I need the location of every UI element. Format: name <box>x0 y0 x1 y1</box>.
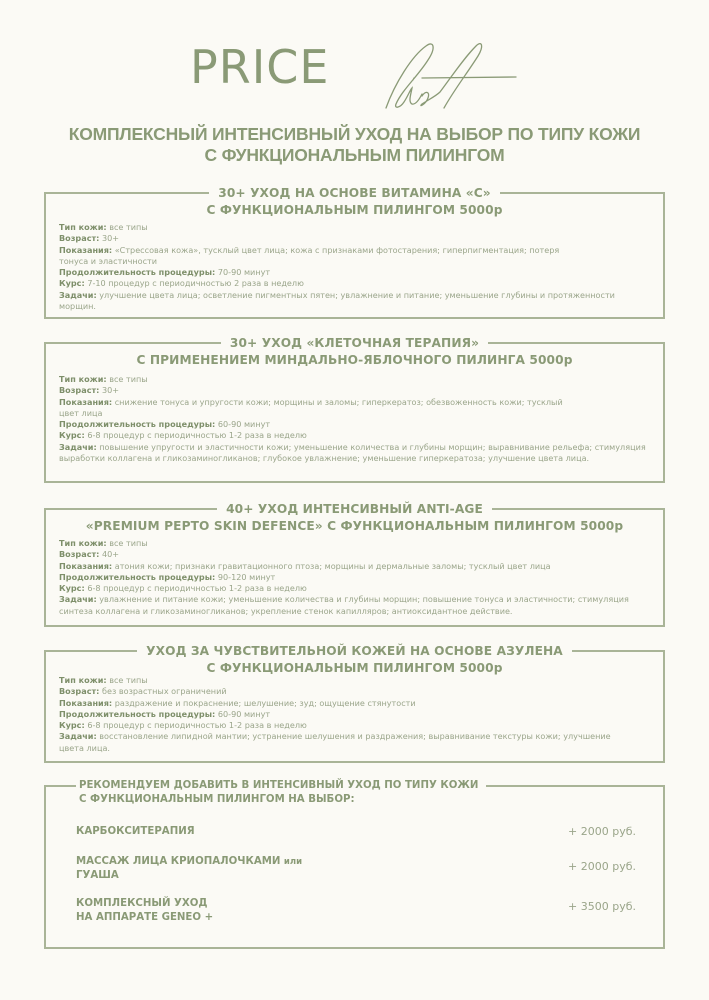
addon-name: КАРБОКСИТЕРАПИЯ <box>76 826 195 837</box>
page-title <box>0 124 709 166</box>
service-details <box>59 538 653 617</box>
detail-age: Возраст: 40+ <box>59 549 120 560</box>
detail-indications: Показания: раздражение и покраснение; шелушение; зуд; ощущение стянутости <box>59 697 416 708</box>
page-title-line-1: КОМПЛЕКСНЫЙ ИНТЕНСИВНЫЙ УХОД НА ВЫБОР ПО ТИПУ КОЖИ <box>68 124 641 144</box>
service-title-line-1: УХОД ЗА ЧУВСТВИТЕЛЬНОЙ КОЖЕЙ НА ОСНОВЕ АЗУЛЕНА <box>137 643 572 660</box>
detail-skin-type: Тип кожи: все типы <box>59 374 148 384</box>
detail-tasks: Задачи: повышение упругости и эластичности кожи; уменьшение количества и глубины морщин; выравнивание рельефа; стимуляция выработки коллагена и гликозаминогликанов; глубокое увлажнение; уменьшение гиперкератоза; улучшение цвета лица. <box>59 441 646 464</box>
detail-age: Возраст: 30+ <box>59 385 120 396</box>
detail-duration: Продолжительность процедуры: 90-120 минут <box>59 571 276 582</box>
service-details <box>59 222 653 312</box>
service-title-line-2: «PREMIUM PEPTO SKIN DEFENCE» С ФУНКЦИОНАЛЬНЫМ ПИЛИНГОМ 5000р <box>85 519 624 533</box>
detail-tasks: Задачи: увлажнение и питание кожи; уменьшение количества и глубины морщин; повышение тонуса и эластичности; стимуляция синтеза коллагена и гликозаминогликанов; укрепление стенок капилляров; антиоксидантное действие. <box>59 594 629 616</box>
detail-age: Возраст: 30+ <box>59 233 120 244</box>
recommend-title-line-1: РЕКОМЕНДУЕМ ДОБАВИТЬ В ИНТЕНСИВНЫЙ УХОД ПО ТИПУ КОЖИ <box>76 779 486 793</box>
addon-price: + 2000 руб. <box>568 860 636 873</box>
detail-course: Курс: 6-8 процедур с периодичностью 1-2 раза в неделю <box>59 583 307 594</box>
addon-name: КОМПЛЕКСНЫЙ УХОД НА АППАРАТЕ GENEO + <box>76 898 214 923</box>
service-card <box>44 186 665 319</box>
service-title <box>46 335 663 369</box>
detail-duration: Продолжительность процедуры: 70-90 минут <box>59 267 271 278</box>
service-title-line-1: 40+ УХОД ИНТЕНСИВНЫЙ ANTI-AGE <box>217 501 492 518</box>
service-title <box>46 643 663 677</box>
recommend-title-line-2: С ФУНКЦИОНАЛЬНЫМ ПИЛИНГОМ НА ВЫБОР: <box>79 793 355 805</box>
detail-course: Курс: 7-10 процедур с периодичностью 2 раза в неделю <box>59 278 304 289</box>
detail-indications: Показания: «Стрессовая кожа», тусклый цвет лица; кожа с признаками фотостарения; гиперпигментация; потеря тонуса и эластичности <box>59 244 560 266</box>
logo-script-list <box>190 38 520 113</box>
price-list-logo <box>190 38 520 110</box>
logo-word: PRICE <box>190 40 330 94</box>
service-details <box>59 374 653 464</box>
detail-skin-type: Тип кожи: все типы <box>59 675 148 685</box>
recommend-card <box>44 780 665 949</box>
addon-price: + 3500 руб. <box>568 900 636 913</box>
service-title <box>46 185 663 219</box>
service-title-line-2: С ФУНКЦИОНАЛЬНЫМ ПИЛИНГОМ 5000р <box>206 203 503 217</box>
recommend-title <box>76 779 486 806</box>
addon-price: + 2000 руб. <box>568 825 636 838</box>
page-title-line-2: С ФУНКЦИОНАЛЬНЫМ ПИЛИНГОМ <box>204 145 505 165</box>
detail-skin-type: Тип кожи: все типы <box>59 538 148 548</box>
detail-skin-type: Тип кожи: все типы <box>59 222 148 232</box>
detail-duration: Продолжительность процедуры: 60-90 минут <box>59 419 271 430</box>
service-card <box>44 502 665 627</box>
detail-course: Курс: 6-8 процедур с периодичностью 1-2 раза в неделю <box>59 720 307 731</box>
detail-duration: Продолжительность процедуры: 60-90 минут <box>59 708 271 719</box>
detail-course: Курс: 6-8 процедур с периодичностью 1-2 раза в неделю <box>59 430 307 441</box>
service-title <box>46 501 663 535</box>
service-title-line-1: 30+ УХОД НА ОСНОВЕ ВИТАМИНА «С» <box>209 185 500 202</box>
service-details <box>59 675 653 754</box>
detail-tasks: Задачи: улучшение цвета лица; осветление пигментных пятен; увлажнение и питание; уменьшение глубины и протяженности морщин. <box>59 289 615 312</box>
detail-tasks: Задачи: восстановление липидной мантии; устранение шелушения и раздражения; выравнивание текстуры кожи; улучшение цвета лица. <box>59 731 611 753</box>
service-title-line-1: 30+ УХОД «КЛЕТОЧНАЯ ТЕРАПИЯ» <box>221 335 488 352</box>
service-title-line-2: С ФУНКЦИОНАЛЬНЫМ ПИЛИНГОМ 5000р <box>206 661 503 675</box>
service-card <box>44 336 665 483</box>
service-card <box>44 644 665 763</box>
detail-indications: Показания: снижение тонуса и упругости кожи; морщины и заломы; гиперкератоз; обезвоженность кожи; тусклый цвет лица <box>59 396 563 418</box>
detail-indications: Показания: атония кожи; признаки гравитационного птоза; морщины и дермальные заломы; тусклый цвет лица <box>59 560 551 571</box>
addon-name: МАССАЖ ЛИЦА КРИОПАЛОЧКАМИ или ГУАША <box>76 856 303 881</box>
detail-age: Возраст: без возрастных ограничений <box>59 686 227 697</box>
service-title-line-2: С ПРИМЕНЕНИЕМ МИНДАЛЬНО-ЯБЛОЧНОГО ПИЛИНГА 5000р <box>136 353 573 367</box>
